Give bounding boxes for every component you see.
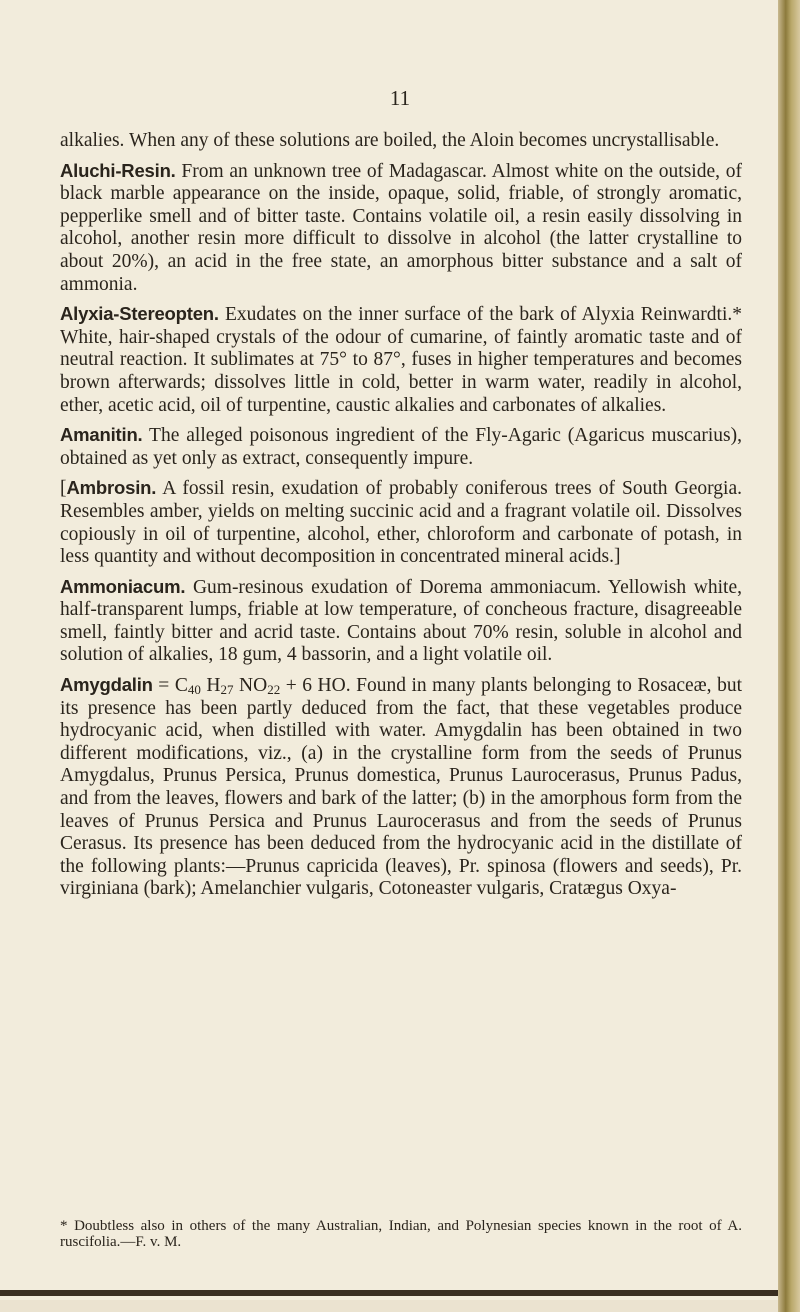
footnote: * Doubtless also in others of the many Australian, Indian, and Polynesian species known in the root of A. ruscifolia.—F. v. M.: [60, 1218, 742, 1250]
formula-subscript: 22: [267, 682, 281, 698]
entry-amanitin: [60, 424, 742, 470]
entry-text: Exudates on the inner surface of the bark of Alyxia Reinwardti.* White, hair-shaped crystals of the odour of cumarine, of faintly aromatic taste and of neutral reaction. It sublimates at 75° to 87°, fuses in higher temperatures and becomes brown afterwards; dissolves little in cold, better in warm water, readily in alcohol, ether, acetic acid, oil of turpentine, caustic alkalies and carbonates of alkalies.: [60, 304, 742, 416]
formula-part: = C: [152, 675, 188, 697]
entry-text: Gum-resinous exudation of Dorema ammoniacum. Yellowish white, half-transparent lumps, friable at low temperature, of concheous fracture, disagreeable smell, faintly bitter and acrid taste. Contains about 70% resin, soluble in alcohol and solution of alkalies, 18 gum, 4 bassorin, and a light volatile oil.: [60, 576, 742, 666]
formula-part: NO: [233, 675, 268, 697]
entry-amygdalin: [60, 674, 742, 901]
headword: Alyxia-Stereopten.: [60, 303, 219, 325]
formula-subscript: 27: [220, 682, 234, 698]
formula-part: + 6 HO.: [280, 675, 351, 697]
continuation-paragraph: alkalies. When any of these solutions are boiled, the Aloin becomes uncrystallisable.: [60, 130, 720, 151]
entry-aluchi-resin: [60, 160, 742, 297]
entry-prefix: [: [60, 478, 67, 500]
entry-text: Found in many plants belonging to Rosaceæ, but its presence has been partly deduced from the fact, that these vegetables produce hydrocyanic acid, when distilled with water. Amygdalin has been obtained in two different modifications, viz., (a) in the crystalline form from the seeds of Prunus Amygdalus, Prunus Persica, Prunus domestica, Prunus Laurocerasus, Prunus Padus, and from the leaves, flowers and bark of the latter; (b) in the amorphous form from the leaves of Prunus Persica and Prunus Laurocerasus and from the seeds of Prunus Cerasus. Its presence has been deduced from the hydrocyanic acid in the distillate of the following plants:—Prunus capricida (leaves), Pr. spinosa (flowers and seeds), Pr. virginiana (bark); Amelanchier vulgaris, Cotoneaster vulgaris, Cratægus Oxya-: [60, 675, 743, 900]
page-bottom-rule: [0, 1290, 780, 1296]
entry-text: From an unknown tree of Madagascar. Almost white on the outside, of black marble appearance on the inside, opaque, solid, friable, of strongly aromatic, pepperlike smell and of bitter taste. Contains volatile oil, a resin easily dissolving in alcohol, another resin more difficult to dissolve in alcohol (the latter crystalline to about 20%), an acid in the free state, an amorphous bitter substance and a salt of ammonia.: [60, 160, 742, 295]
entry-alyxia-stereopten: [60, 303, 742, 417]
formula-subscript: 40: [187, 682, 201, 698]
book-spine-edge: [778, 0, 800, 1312]
page-number: 11: [389, 86, 411, 110]
headword: Ammoniacum.: [60, 575, 186, 597]
headword: Amanitin.: [60, 424, 143, 446]
headword: Ambrosin.: [66, 477, 157, 499]
entry-ammoniacum: [60, 576, 742, 667]
chemical-formula: [153, 675, 351, 696]
headword: Aluchi-Resin.: [60, 159, 176, 181]
body-text: [60, 130, 742, 908]
entry-text: The alleged poisonous ingredient of the Fly-Agaric (Agaricus muscarius), obtained as yet only as extract, consequently impure.: [60, 425, 742, 469]
formula-part: H: [200, 675, 221, 697]
entry-ambrosin: [60, 477, 742, 568]
entry-text: A fossil resin, exudation of probably coniferous trees of South Georgia. Resembles amber, yields on melting succinic acid and a fragrant volatile oil. Dissolves copiously in oil of turpentine, alcohol, ether, chloroform and carbonate of potash, in less quantity and without decomposition in concentrated mineral acids.]: [60, 478, 742, 568]
headword: Amygdalin: [60, 674, 153, 696]
